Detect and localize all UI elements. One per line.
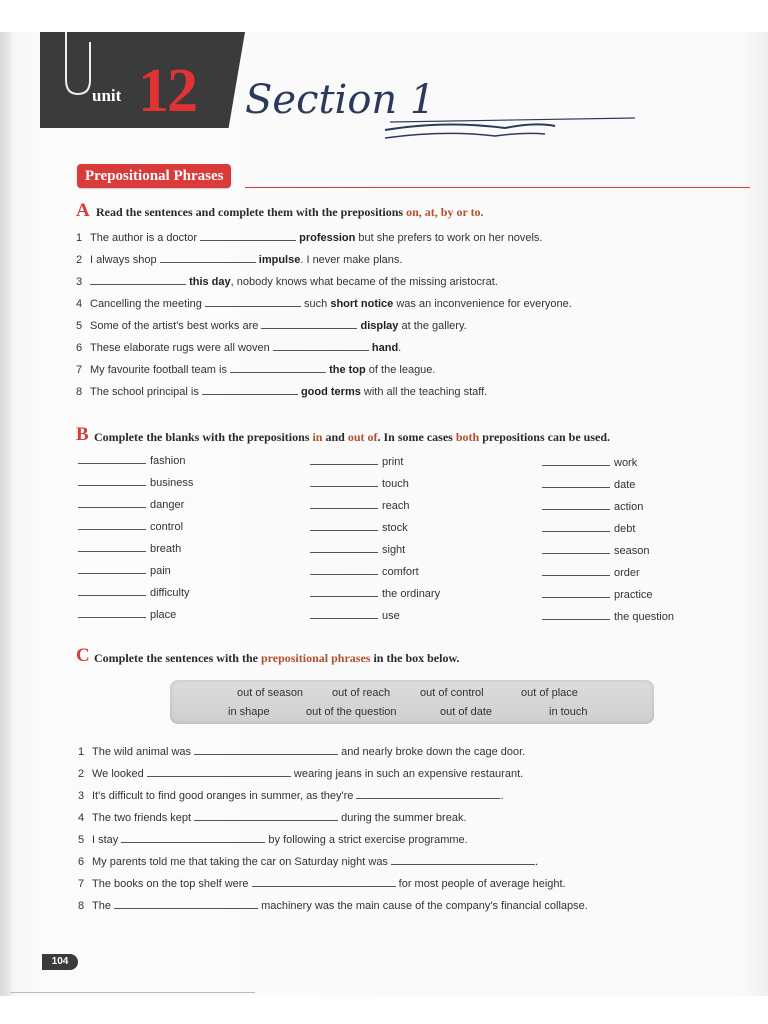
section-c-sentence	[78, 877, 566, 890]
answer-blank[interactable]	[542, 500, 610, 510]
sentence-cue: short notice	[330, 298, 394, 310]
section-b-word: stock	[382, 522, 408, 534]
sentence-number: 4	[78, 812, 85, 824]
section-b-word: the question	[614, 611, 674, 623]
sentence-number: 1	[78, 746, 85, 758]
answer-blank[interactable]	[160, 253, 256, 263]
answer-blank[interactable]	[542, 588, 610, 598]
box-phrase: out of date	[440, 706, 492, 718]
sentence-text: .	[535, 856, 539, 868]
answer-blank[interactable]	[205, 297, 301, 307]
sentence-text: The two friends kept	[92, 812, 195, 824]
section-b-word: danger	[150, 499, 185, 511]
sentence-text: by following a strict exercise programme.	[265, 834, 468, 846]
section-a-sentence	[76, 341, 401, 354]
page-top-margin	[0, 0, 768, 32]
page-number: 104	[42, 954, 78, 970]
section-b-word: debt	[614, 523, 636, 535]
answer-blank[interactable]	[121, 833, 265, 843]
answer-blank[interactable]	[310, 587, 378, 597]
section-b-item	[310, 499, 410, 512]
sentence-text: Cancelling the meeting	[90, 298, 205, 310]
sentence-number: 8	[76, 386, 83, 398]
section-b-word: touch	[382, 478, 409, 490]
section-b-word: print	[382, 456, 404, 468]
sentence-text: The school principal is	[90, 386, 202, 398]
section-a-instruction-prepositions: on, at, by or to.	[406, 205, 484, 219]
answer-blank[interactable]	[310, 565, 378, 575]
section-b-word: breath	[150, 543, 182, 555]
section-b-word: comfort	[382, 566, 419, 578]
sentence-cue: impulse	[258, 254, 301, 266]
unit-number: 12	[138, 57, 196, 125]
section-b-instruction-part: prepositions can be used.	[479, 430, 610, 444]
section-c-instruction	[94, 651, 459, 666]
answer-blank[interactable]	[310, 543, 378, 553]
box-phrase: out of reach	[332, 687, 391, 699]
box-phrase: out of control	[420, 687, 484, 699]
answer-blank[interactable]	[310, 477, 378, 487]
section-a-sentence	[76, 385, 487, 398]
sentence-text: Some of the artist's best works are	[90, 320, 262, 332]
answer-blank[interactable]	[542, 544, 610, 554]
sentence-number: 6	[78, 856, 85, 868]
box-phrase: out of place	[521, 687, 578, 699]
section-c-sentence	[78, 855, 538, 868]
section-b-item	[542, 544, 649, 557]
box-phrase: in touch	[549, 706, 588, 718]
section-b-letter: B	[76, 424, 89, 445]
answer-blank[interactable]	[310, 609, 378, 619]
sentence-cue: hand	[371, 342, 399, 354]
box-phrase: in shape	[228, 706, 270, 718]
box-phrase: out of the question	[306, 706, 397, 718]
sentence-text: The books on the top shelf were	[92, 878, 252, 890]
section-b-word: reach	[382, 500, 410, 512]
sentence-number: 2	[78, 768, 85, 780]
answer-blank[interactable]	[78, 454, 146, 464]
section-b-item	[310, 521, 408, 534]
section-c-instruction-part: Complete the sentences with the	[94, 651, 261, 665]
sentence-text: at the gallery.	[398, 320, 467, 332]
sentence-text: . I never make plans.	[300, 254, 403, 266]
sentence-text: My favourite football team is	[90, 364, 231, 376]
section-b-instruction-part: Complete the blanks with the prepositions	[94, 430, 313, 444]
section-b-word: practice	[614, 589, 653, 601]
topic-title: Prepositional Phrases	[77, 164, 231, 188]
section-b-item	[78, 586, 190, 599]
section-b-item	[310, 609, 400, 622]
answer-blank[interactable]	[273, 341, 369, 351]
sentence-text: machinery was the main cause of the company's financial collapse.	[258, 900, 588, 912]
sentence-text: The author is a doctor	[90, 232, 201, 244]
section-b-item	[78, 542, 181, 555]
section-c-sentence	[78, 789, 504, 802]
sentence-text: for most people of average height.	[395, 878, 566, 890]
section-b-word: use	[382, 610, 400, 622]
section-b-word: action	[614, 501, 644, 513]
answer-blank[interactable]	[78, 564, 146, 574]
section-a-sentence	[76, 297, 572, 310]
sentence-text: , nobody knows what became of the missing aristocrat.	[230, 276, 498, 288]
section-a-sentence	[76, 363, 435, 376]
answer-blank[interactable]	[114, 899, 258, 909]
answer-blank[interactable]	[391, 855, 535, 865]
sentence-number: 1	[76, 232, 83, 244]
sentence-text: wearing jeans in such an expensive restaurant.	[290, 768, 524, 780]
sentence-number: 2	[76, 254, 83, 266]
section-c-sentence	[78, 811, 467, 824]
sentence-text: .	[500, 790, 504, 802]
sentence-number: 7	[78, 878, 85, 890]
section-b-item	[78, 564, 171, 577]
section-b-item	[310, 565, 419, 578]
section-b-word: season	[614, 545, 650, 557]
section-b-item	[78, 454, 185, 467]
section-b-word: the ordinary	[382, 588, 441, 600]
sentence-text: during the summer break.	[338, 812, 467, 824]
section-b-hl-both: both	[455, 430, 480, 444]
answer-blank[interactable]	[542, 522, 610, 532]
section-b-item	[542, 522, 635, 535]
section-b-item	[542, 588, 653, 601]
sentence-text: of the league.	[365, 364, 436, 376]
sentence-text: .	[398, 342, 402, 354]
section-b-word: order	[614, 567, 640, 579]
answer-blank[interactable]	[252, 877, 396, 887]
answer-blank[interactable]	[78, 476, 146, 486]
section-b-item	[542, 500, 643, 513]
section-b-item	[310, 477, 409, 490]
footer-rule	[10, 992, 255, 993]
sentence-text: such	[300, 298, 331, 310]
section-b-item	[78, 498, 184, 511]
section-c-letter: C	[76, 645, 90, 666]
section-b-instruction	[94, 430, 610, 445]
section-c-sentence	[78, 833, 468, 846]
answer-blank[interactable]	[356, 789, 500, 799]
box-phrase: out of season	[237, 687, 304, 699]
answer-blank[interactable]	[200, 231, 296, 241]
answer-blank[interactable]	[310, 521, 378, 531]
section-b-word: work	[614, 457, 638, 469]
answer-blank[interactable]	[230, 363, 326, 373]
page-binding-shadow	[0, 32, 12, 996]
sentence-text: I stay	[92, 834, 122, 846]
section-b-word: control	[150, 521, 184, 533]
answer-blank[interactable]	[78, 608, 146, 618]
section-b-item	[542, 610, 674, 623]
sentence-text: with all the teaching staff.	[360, 386, 488, 398]
sentence-text: The wild animal was	[92, 746, 195, 758]
unit-label: unit	[92, 86, 122, 105]
answer-blank[interactable]	[194, 745, 338, 755]
section-b-word: fashion	[150, 455, 186, 467]
answer-blank[interactable]	[78, 498, 146, 508]
answer-blank[interactable]	[542, 456, 610, 466]
section-c-sentence	[78, 767, 523, 780]
section-b-item	[542, 566, 640, 579]
section-b-word: date	[614, 479, 636, 491]
section-title: Section 1	[245, 77, 436, 123]
section-a-instruction-text: Read the sentences and complete them with the prepositions	[96, 205, 407, 219]
section-b-word: difficulty	[150, 587, 190, 599]
section-a-instruction	[96, 205, 484, 220]
section-c-sentence	[78, 899, 588, 912]
section-b-hl-out-of: out of	[347, 430, 378, 444]
section-b-item	[78, 520, 183, 533]
section-b-item	[310, 455, 403, 468]
section-a-sentence	[76, 253, 402, 266]
sentence-text: was an inconvenience for everyone.	[393, 298, 572, 310]
section-b-item	[78, 608, 176, 621]
answer-blank[interactable]	[310, 455, 378, 465]
answer-blank[interactable]	[78, 586, 146, 596]
sentence-text: The	[92, 900, 115, 912]
section-c-instruction-part: in the box below.	[370, 651, 460, 665]
sentence-text: but she prefers to work on her novels.	[355, 232, 543, 244]
answer-blank[interactable]	[202, 385, 298, 395]
sentence-cue: the top	[329, 364, 366, 376]
answer-blank[interactable]	[542, 566, 610, 576]
section-b-item	[78, 476, 193, 489]
sentence-number: 3	[78, 790, 85, 802]
section-b-word: pain	[150, 565, 171, 577]
section-c-instruction-hl: prepositional phrases	[260, 651, 371, 665]
section-b-item	[310, 543, 405, 556]
sentence-number: 7	[76, 364, 83, 376]
section-a-sentence	[76, 319, 467, 332]
section-b-item	[310, 587, 440, 600]
sentence-number: 5	[78, 834, 85, 846]
sentence-number: 8	[78, 900, 85, 912]
answer-blank[interactable]	[310, 499, 378, 509]
answer-blank[interactable]	[542, 478, 610, 488]
section-a-sentence	[76, 231, 542, 244]
section-b-word: business	[150, 477, 194, 489]
section-b-item	[542, 478, 635, 491]
sentence-number: 3	[76, 276, 83, 288]
sentence-cue: display	[360, 320, 399, 332]
sentence-text: These elaborate rugs were all woven	[90, 342, 273, 354]
sentence-number: 5	[76, 320, 83, 332]
section-b-word: place	[150, 609, 177, 621]
sentence-text: My parents told me that taking the car on Saturday night was	[92, 856, 391, 868]
sentence-text: and nearly broke down the cage door.	[338, 746, 526, 758]
section-b-instruction-part: . In some cases	[377, 430, 456, 444]
sentence-text: We looked	[92, 768, 147, 780]
sentence-cue: this day	[189, 276, 231, 288]
sentence-text: I always shop	[90, 254, 160, 266]
answer-blank[interactable]	[147, 767, 291, 777]
section-a-letter: A	[76, 200, 90, 221]
answer-blank[interactable]	[78, 542, 146, 552]
section-c-sentence	[78, 745, 525, 758]
answer-blank[interactable]	[78, 520, 146, 530]
sentence-cue: profession	[299, 232, 356, 244]
section-a-sentence	[76, 275, 498, 288]
section-b-word: sight	[382, 544, 406, 556]
answer-blank[interactable]	[261, 319, 357, 329]
answer-blank[interactable]	[542, 610, 610, 620]
topic-rule	[245, 187, 750, 188]
sentence-number: 6	[76, 342, 83, 354]
sentence-cue: good terms	[300, 386, 361, 398]
page-bottom-margin	[0, 996, 768, 1024]
answer-blank[interactable]	[90, 275, 186, 285]
title-underline-scribble	[245, 108, 645, 148]
sentence-text: It's difficult to find good oranges in summer, as they're	[92, 790, 357, 802]
section-b-item	[542, 456, 637, 469]
section-b-instruction-part: and	[322, 430, 348, 444]
section-b-hl-in: in	[312, 430, 323, 444]
answer-blank[interactable]	[194, 811, 338, 821]
sentence-number: 4	[76, 298, 83, 310]
